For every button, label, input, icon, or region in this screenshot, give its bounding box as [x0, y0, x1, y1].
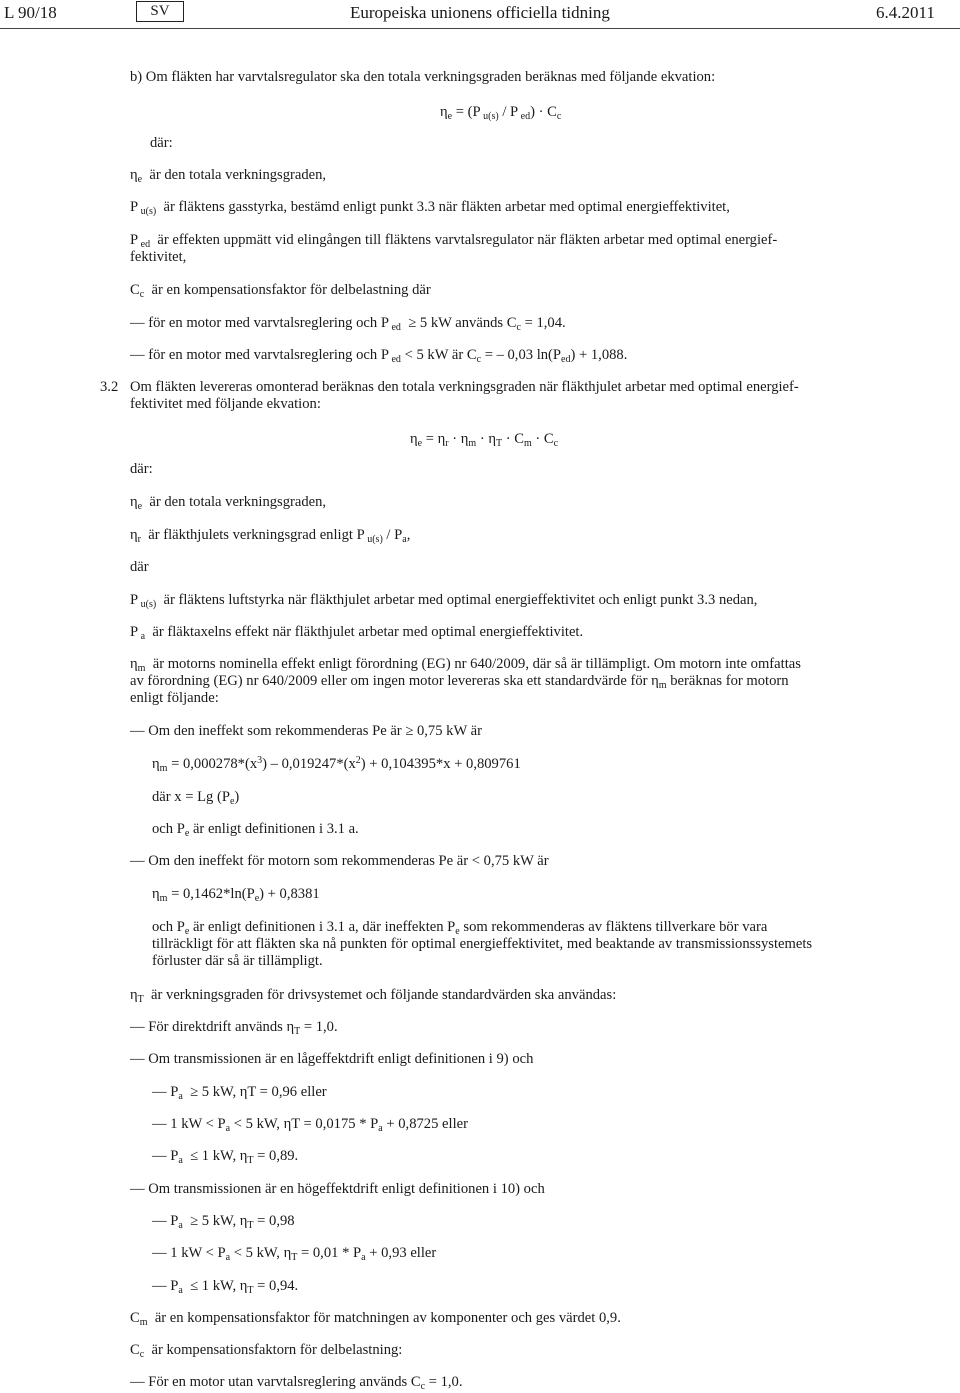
- def-cc-2: $C_c$ är kompensationsfaktorn för delbelastning:: [130, 1342, 403, 1360]
- page-reference: L 90/18: [4, 3, 57, 22]
- motor-case-1-pe: och $P_e$ är enligt definitionen i 3.1 a.: [152, 821, 359, 839]
- def-pu: P $_{u(s)}$ är fläktens gasstyrka, bestämd enligt punkt 3.3 när fläkten arbetar med optimal energieffektivitet,: [130, 199, 730, 217]
- section-number-3-2: 3.2: [100, 379, 119, 395]
- def-eta-e-2: $\eta_e$ är den totala verkningsgraden,: [130, 494, 327, 512]
- def-eta-r: $\eta_r$ är fläkthjulets verkningsgrad enligt P $_{u(s)} / P_a$,: [130, 527, 411, 545]
- equation-2: $\eta_e = \eta_r \cdot \eta_m \cdot \eta_T \cdot C_m \cdot C_c$: [410, 431, 559, 449]
- motor-case-2: — Om den ineffekt för motorn som rekommenderas Pe är < 0,75 kW är: [130, 853, 549, 869]
- def-pu-2: P $_{u(s)}$ är fläktens luftstyrka när fläkthjulet arbetar med optimal energieffektivitet och enligt punkt 3.3 nedan,: [130, 592, 758, 610]
- def-cc: $C_c$ är en kompensationsfaktor för delbelastning där: [130, 282, 431, 300]
- def-eta-m-3: enligt följande:: [130, 690, 219, 706]
- dash-item-1: — för en motor med varvtalsreglering och P $_{ed}$ ≥ 5 kW används $C_c = 1,04$.: [130, 315, 566, 333]
- transmission-1: — För direktdrift används $\eta_T = 1,0$.: [130, 1019, 338, 1037]
- motor-case-2-para-2: tillräckligt för att fläkten ska nå punkten för optimal energieffektivitet, med beaktande av transmissionssystemets: [152, 936, 813, 952]
- header-rule: [0, 28, 960, 29]
- transmission-3b: — 1 kW < $P_a < 5$ kW, $\eta_T = 0,01 * P_a + 0,93$ eller: [152, 1245, 437, 1263]
- transmission-2: — Om transmissionen är en lågeffektdrift enligt definitionen i 9) och: [130, 1051, 534, 1067]
- def-eta-m-2: av förordning (EG) nr 640/2009 eller om ingen motor levereras ska ett standardvärde för $\eta_m$ beräknas for motorn: [130, 673, 789, 691]
- motor-case-2-para-1: och $P_e$ är enligt definitionen i 3.1 a, där ineffekten $P_e$ som rekommenderas av fläktens tillverkare bör vara: [152, 919, 768, 937]
- def-ped-cont: fektivitet,: [130, 249, 187, 265]
- motor-case-1: — Om den ineffekt som rekommenderas Pe är ≥ 0,75 kW är: [130, 723, 482, 739]
- motor-case-2-equation: $\eta_m = 0,1462*\ln(P_e) + 0,8381$: [152, 886, 320, 904]
- transmission-3c: — $P_a \le 1$ kW, $\eta_T = 0,94$.: [152, 1278, 299, 1296]
- dar-label: där:: [150, 135, 173, 151]
- transmission-2a: — $P_a \ge 5$ kW, ηT = 0,96 eller: [152, 1084, 327, 1102]
- transmission-3: — Om transmissionen är en högeffektdrift enligt definitionen i 10) och: [130, 1181, 545, 1197]
- def-pa: P $_a$ är fläktaxelns effekt när fläkthjulet arbetar med optimal energieffektivitet.: [130, 624, 584, 642]
- def-ped: P $_{ed}$ är effekten uppmätt vid elingången till fläktens varvtalsregulator när fläkten arbetar med optimal energief-: [130, 232, 778, 250]
- dar-label-3: där: [130, 559, 149, 575]
- transmission-2c: — $P_a \le 1$ kW, $\eta_T = 0,89$.: [152, 1148, 299, 1166]
- transmission-3a: — $P_a \ge 5$ kW, $\eta_T = 0,98$: [152, 1213, 295, 1231]
- journal-title: Europeiska unionens officiella tidning: [350, 3, 610, 22]
- motor-case-1-equation: $\eta_m = 0,000278*(x^3) - 0,019247*(x^2) + 0,104395*x + 0,809761$: [152, 755, 521, 774]
- def-eta-e: $\eta_e$ är den totala verkningsgraden,: [130, 167, 327, 185]
- b-intro: b) Om fläkten har varvtalsregulator ska den totala verkningsgraden beräknas med följande ekvation:: [130, 69, 716, 85]
- section-3-2-line1: Om fläkten levereras omonterad beräknas den totala verkningsgraden när fläkthjulet arbetar med optimal energief-: [130, 379, 799, 395]
- dash-item-2: — för en motor med varvtalsreglering och P $_{ed}$ < 5 kW är $C_c$ = – 0,03 $\ln(P_{ed}) + 1,088$.: [130, 347, 628, 365]
- section-3-2-line2: fektivitet med följande ekvation:: [130, 396, 321, 412]
- def-eta-m-1: $\eta_m$ är motorns nominella effekt enligt förordning (EG) nr 640/2009, där så är tillämpligt. Om motorn inte omfattas: [130, 656, 801, 674]
- language-badge: SV: [136, 1, 184, 22]
- def-cm: $C_m$ är en kompensationsfaktor för matchningen av komponenter och ges värdet 0,9.: [130, 1310, 621, 1328]
- equation-1: $\eta_e = (P$ $_{u(s)}$ / P $_{ed}) \cdot C_c$: [440, 104, 562, 122]
- dar-label-2: där:: [130, 461, 153, 477]
- transmission-2b: — 1 kW < $P_a < 5$ kW, $\eta T = 0,0175 * P_a + 0,8725$ eller: [152, 1116, 468, 1134]
- def-eta-t: $\eta_T$ är verkningsgraden för drivsystemet och följande standardvärden ska användas:: [130, 987, 617, 1005]
- motor-case-1-x: där x = Lg $(P_e)$: [152, 789, 240, 807]
- motor-case-2-para-3: förluster där så är tillämpligt.: [152, 953, 323, 969]
- last-item: — För en motor utan varvtalsreglering används $C_c = 1,0$.: [130, 1374, 463, 1392]
- publication-date: 6.4.2011: [876, 3, 935, 22]
